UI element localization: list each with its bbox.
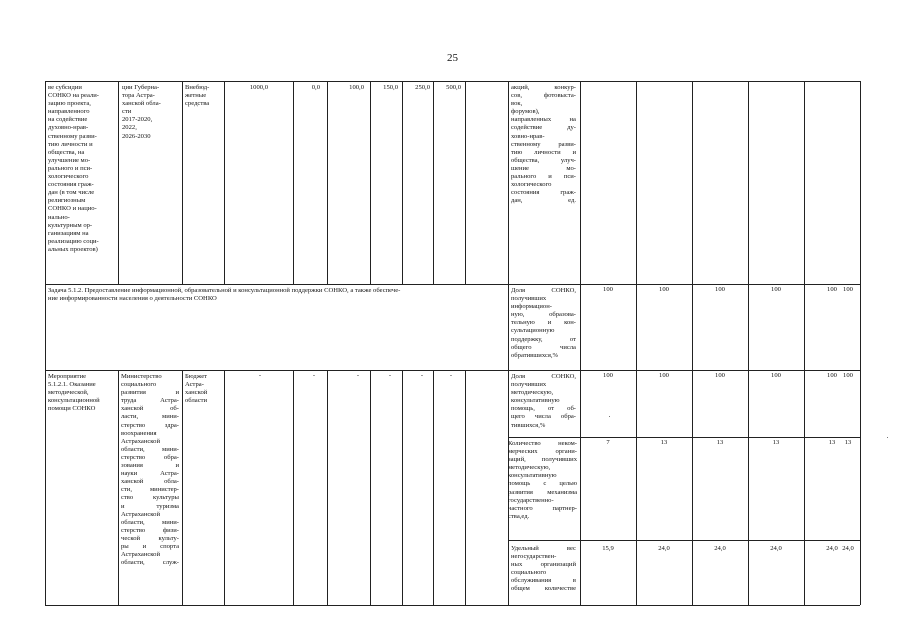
rule-target3-left (692, 81, 693, 605)
measure-indicator-3-cell: Удельный вес негосударствен- ных организаций социального обслуживания в общем количестве (511, 545, 576, 593)
measure-ind1-target-4: 100 (771, 372, 781, 379)
measure-ind1-target-6: 100 (843, 372, 853, 379)
measure-ind1-target-3: 100 (715, 372, 725, 379)
task-indicator-cell: Доля СОНКО, получивших информацион- ную, образова- тельную и кон- сультационную поддержку, от общего числа обратившихся,% (511, 287, 576, 359)
measure-source-cell: Бюджет Астра- ханской области (185, 373, 208, 405)
rule-val6-right-b (465, 370, 466, 605)
measure-ind2-target-3: 13 (716, 439, 724, 446)
rule-source-left-b (182, 370, 183, 605)
rule-val6-right-a (465, 81, 466, 284)
task-target-6: 100 (843, 286, 853, 293)
rule-exec-left-b (118, 370, 119, 605)
measure-name-cell: Мероприятие 5.1.2.1. Оказание методической, консультационной помощи СОНКО (48, 373, 100, 413)
measure-ind1-target-5: 100 (827, 372, 837, 379)
task-target-2: 100 (659, 286, 669, 293)
rule-target4-left (748, 81, 749, 605)
rule-val6-left-b (433, 370, 434, 605)
rule-val1-left-a (224, 81, 225, 284)
rule-top (45, 81, 860, 82)
task-text: Задача 5.1.2. Предоставление информационной, образовательной и консультационной поддержки СОНКО, а также обеспече- ние информированности населения о деятельности СОНКО (48, 287, 401, 303)
row1-name-cell: ве субсидии СОНКО на реали- зацию проекта, направленного на содействие духовно-нрав- ственному разви- тию личности и общества, на улучшение мо- рального и пси- хологического состояния граж- дан (в том числе религиозным СОНКО и нацио- нально- культурным ор- ганизациям на реализацию соци- альных проектов) (48, 84, 99, 253)
measure-ind3-target-2: 24,0 (658, 545, 670, 552)
measure-ind1-target-1: 100 (603, 372, 613, 379)
rule-ind2-top (508, 437, 860, 438)
measure-ind3-target-6: 24,0 (842, 545, 854, 552)
measure-indicator-2-cell: Количество неком- мерческих органи- заций, получивших методическую, консультативную помощь с целью развития механизма государственно- частного партнер- ства,ед. (508, 440, 577, 520)
row1-value-6: 500,0 (446, 84, 461, 91)
rule-indicator-left (508, 81, 509, 605)
task-target-4: 100 (771, 286, 781, 293)
row1-value-5: 250,0 (415, 84, 430, 91)
rule-val5-left-a (402, 81, 403, 284)
rule-exec-left-a (118, 81, 119, 284)
rule-target5-left (804, 81, 805, 605)
measure-value-1: - (258, 372, 262, 379)
measure-indicator-1-cell: Доля СОНКО, получивших методическую, консультативную помощь, от об- щего числа обра- тившихся,% (511, 373, 576, 429)
rule-bottom (45, 605, 860, 606)
row1-value-4: 150,0 (383, 84, 398, 91)
task-target-1: 100 (603, 286, 613, 293)
rule-val5-left-b (402, 370, 403, 605)
rule-right (860, 81, 861, 605)
rule-ind3-top (508, 540, 860, 541)
rule-target2-left (636, 81, 637, 605)
rule-val3-left-a (327, 81, 328, 284)
task-target-5: 100 (827, 286, 837, 293)
rule-target1-left (580, 81, 581, 605)
rule-val6-left-a (433, 81, 434, 284)
measure-ind2-target-5: 13 (828, 439, 836, 446)
measure-ind3-target-4: 24,0 (770, 545, 782, 552)
measure-ind2-target-1: 7 (606, 439, 610, 446)
measure-ind3-target-5: 24,0 (826, 545, 838, 552)
rule-val2-left-a (293, 81, 294, 284)
measure-ind2-target-6: 13 (844, 439, 852, 446)
measure-value-4: - (388, 372, 392, 379)
rule-left (45, 81, 46, 605)
scan-speck (609, 416, 610, 417)
measure-ind1-target-2: 100 (659, 372, 669, 379)
scan-speck (887, 437, 888, 438)
measure-executor-cell: Министерство социального развития и труда Астра- ханской об- ласти, мини- стерство здра- воохранения Астраханской области, мини- стерство обра- зования и науки Астра- ханской обла- сти, министер- ство культуры и туризма Астраханской области, мини- стерство физи- ческой культу- ры и спорта Астраханской области, служ- (121, 373, 179, 567)
row1-value-3: 100,0 (349, 84, 364, 91)
rule-measure-top (45, 370, 860, 371)
rule-source-left-a (182, 81, 183, 284)
rule-val2-left-b (293, 370, 294, 605)
page-number: 25 (447, 52, 458, 64)
rule-val3-left-b (327, 370, 328, 605)
measure-ind3-target-3: 24,0 (714, 545, 726, 552)
rule-val1-left-b (224, 370, 225, 605)
measure-ind2-target-2: 13 (660, 439, 668, 446)
row1-value-1: 1000,0 (249, 84, 268, 91)
rule-val4-left-a (370, 81, 371, 284)
measure-ind3-target-1: 15,9 (602, 545, 614, 552)
measure-value-2: - (312, 372, 316, 379)
rule-val4-left-b (370, 370, 371, 605)
task-target-3: 100 (715, 286, 725, 293)
row1-indicator-cell: акций, конкур- сов, фотовыста- вок, форумов), направленных на содействие ду- ховно-нрав- ственному разви- тию личности и общества, улуч- шение мо- рального и пси- хологического состояния граж- дан, ед. (511, 84, 576, 205)
measure-value-5: - (420, 372, 424, 379)
rule-task-top (45, 284, 860, 285)
row1-source-cell: Внебюд- жетные средства (185, 84, 210, 108)
measure-ind2-target-4: 13 (772, 439, 780, 446)
measure-value-3: - (356, 372, 360, 379)
row1-value-2: 0,0 (311, 84, 320, 91)
measure-value-6: - (449, 372, 453, 379)
row1-executor-cell: ции Губерна- тора Астра- ханской обла- сти 2017-2020, 2022, 2026-2030 (122, 84, 161, 140)
